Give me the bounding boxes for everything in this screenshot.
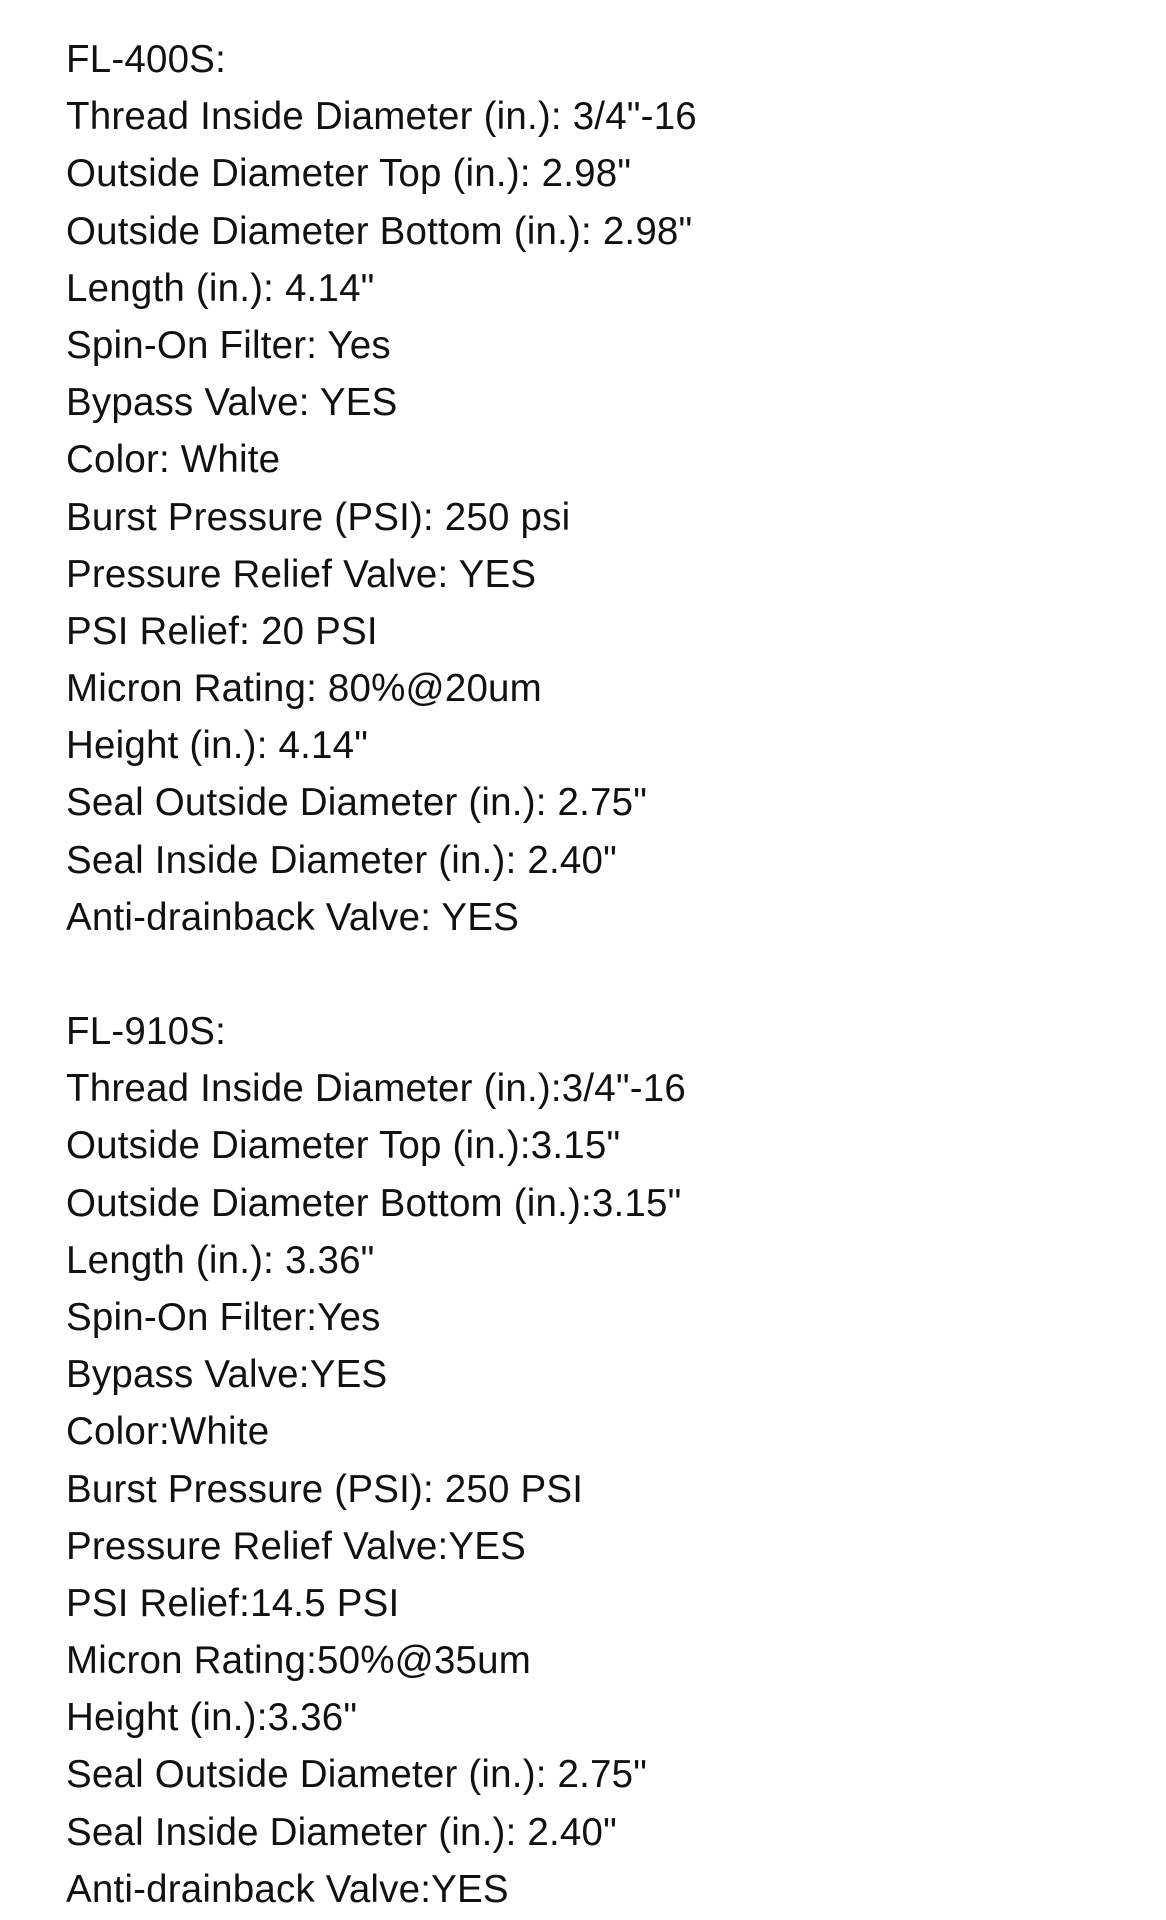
spec-line: Pressure Relief Valve: YES [66,552,537,596]
spec-line: Length (in.): 4.14" [66,266,375,310]
spec-line: Outside Diameter Top (in.): 2.98" [66,152,632,196]
spec-line: Pressure Relief Valve:YES [66,1524,527,1568]
spec-line: Thread Inside Diameter (in.):3/4"-16 [66,1067,687,1111]
spec-line: Outside Diameter Bottom (in.): 2.98" [66,209,693,253]
spec-line: Length (in.): 3.36" [66,1238,375,1282]
section-heading: FL-910S: [66,1010,226,1053]
spec-line: Color: White [66,438,281,482]
spec-line: Burst Pressure (PSI): 250 psi [66,495,571,539]
spec-section-fl-910s [66,1003,1126,1918]
note-body[interactable] [66,31,1126,1918]
spec-line: Spin-On Filter: Yes [66,323,391,367]
spec-line: Micron Rating:50%@35um [66,1639,532,1683]
spec-line: Bypass Valve:YES [66,1353,388,1397]
spec-line: Seal Outside Diameter (in.): 2.75" [66,1753,648,1797]
spec-line: Color:White [66,1410,270,1454]
spec-line: Anti-drainback Valve: YES [66,895,519,939]
spec-line: Spin-On Filter:Yes [66,1295,381,1339]
spec-line: Bypass Valve: YES [66,381,398,425]
spec-line: PSI Relief: 20 PSI [66,609,378,653]
spec-line: Height (in.):3.36" [66,1696,358,1740]
spec-line: Thread Inside Diameter (in.): 3/4"-16 [66,95,697,139]
spec-line: Seal Inside Diameter (in.): 2.40" [66,838,617,882]
spec-line: PSI Relief:14.5 PSI [66,1581,400,1625]
spec-line: Micron Rating: 80%@20um [66,667,542,711]
spec-line: Anti-drainback Valve:YES [66,1867,509,1911]
spec-line: Seal Outside Diameter (in.): 2.75" [66,781,648,825]
section-heading: FL-400S: [66,38,226,81]
spec-line: Burst Pressure (PSI): 250 PSI [66,1467,584,1511]
spec-line: Height (in.): 4.14" [66,724,369,768]
spec-line: Outside Diameter Top (in.):3.15" [66,1124,621,1168]
spec-section-fl-400s [66,31,1126,946]
spec-line: Seal Inside Diameter (in.): 2.40" [66,1810,617,1854]
spec-line: Outside Diameter Bottom (in.):3.15" [66,1181,682,1225]
